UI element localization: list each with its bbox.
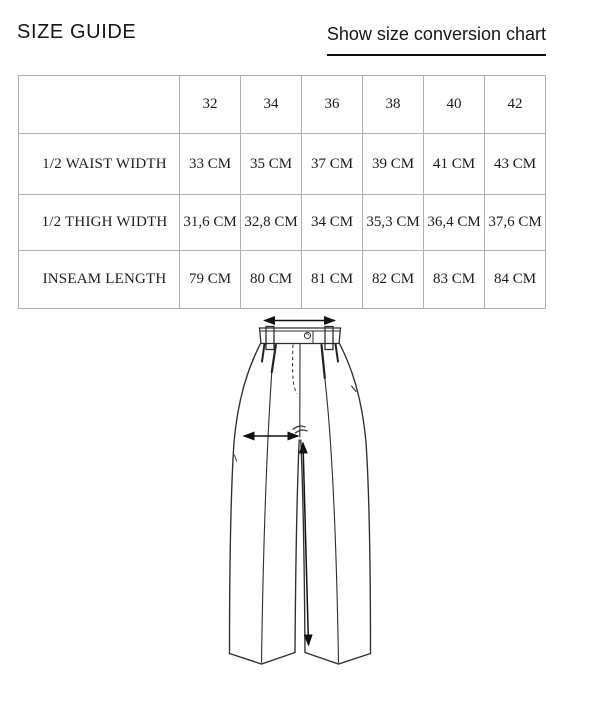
pants-front-sketch — [150, 310, 450, 715]
table-header-row — [19, 76, 546, 134]
value-cell: 37 CM — [302, 134, 363, 195]
size-column-header: 34 — [241, 76, 302, 134]
table-row — [19, 195, 546, 251]
value-cell: 79 CM — [180, 251, 241, 309]
size-column-header: 38 — [363, 76, 424, 134]
size-column-header: 36 — [302, 76, 363, 134]
row-label-cell: 1/2 WAIST WIDTH — [19, 134, 180, 195]
pants-technical-sketch — [150, 310, 450, 715]
value-cell: 43 CM — [485, 134, 546, 195]
size-column-header: 42 — [485, 76, 546, 134]
waist-button — [304, 332, 310, 338]
row-label-cell: 1/2 THIGH WIDTH — [19, 195, 180, 251]
size-column-header: 32 — [180, 76, 241, 134]
value-cell: 37,6 CM — [485, 195, 546, 251]
value-cell: 35 CM — [241, 134, 302, 195]
value-cell: 83 CM — [424, 251, 485, 309]
pants-outline — [230, 344, 371, 665]
value-cell: 31,6 CM — [180, 195, 241, 251]
size-measurements-table — [18, 75, 546, 309]
value-cell: 80 CM — [241, 251, 302, 309]
value-cell: 33 CM — [180, 134, 241, 195]
table-row — [19, 251, 546, 309]
value-cell: 34 CM — [302, 195, 363, 251]
value-cell: 35,3 CM — [363, 195, 424, 251]
table-row — [19, 134, 546, 195]
page-title: SIZE GUIDE — [17, 21, 137, 43]
corner-cell — [19, 76, 180, 134]
show-size-conversion-link[interactable]: Show size conversion chart — [327, 24, 546, 56]
belt-loop-left — [266, 327, 274, 350]
belt-loop-right — [325, 327, 333, 350]
value-cell: 36,4 CM — [424, 195, 485, 251]
row-label-cell: INSEAM LENGTH — [19, 251, 180, 309]
value-cell: 39 CM — [363, 134, 424, 195]
value-cell: 81 CM — [302, 251, 363, 309]
value-cell: 84 CM — [485, 251, 546, 309]
value-cell: 41 CM — [424, 134, 485, 195]
value-cell: 32,8 CM — [241, 195, 302, 251]
size-column-header: 40 — [424, 76, 485, 134]
value-cell: 82 CM — [363, 251, 424, 309]
